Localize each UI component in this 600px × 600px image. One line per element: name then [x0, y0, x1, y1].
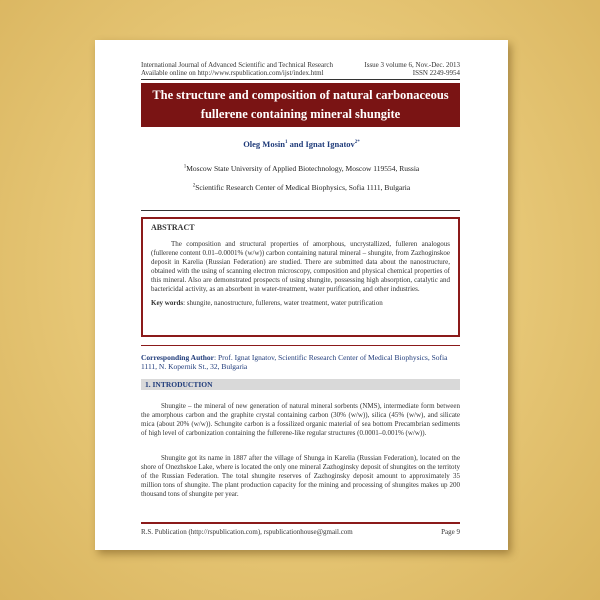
affiliation-2-text: Scientific Research Center of Medical Biophysics, Sofia 1111, Bulgaria — [195, 183, 411, 192]
intro-paragraph-1: Shungite – the mineral of new generation of natural mineral sorbents (NMS), intermediate form between the amorphous carbon and the graphite crystal containing carbon (30% (w/w)), silica (45% (w/w), and silicate mica (about 20% (w/w)). Schungite carbon is a fossilized organic material of sea bottom Precambrian sediments of high level of carbonization containing the fullerene-like regular structures (0.0001–0.001% (w/w)). — [141, 402, 460, 437]
affiliation-1 — [95, 164, 508, 173]
title-line-1: The structure and composition of natural carbonaceous — [152, 88, 449, 102]
affiliation-2 — [95, 183, 508, 192]
authors — [95, 139, 508, 149]
keywords — [151, 299, 450, 308]
journal-name: International Journal of Advanced Scientific and Technical Research — [141, 61, 334, 69]
paper-title-banner — [141, 83, 460, 127]
abstract-text: The composition and structural properties of amorphous, uncrystallized, fulleren analogous (fullerene content 0.01–0.0001% (w/w)) carbon containing natural mineral – shungite, from Zazhoginskoe deposit in Karelia (Russian Federation) are studied. There are submitted data about the nanostructure, obtained with the using of scanning electron microscopy, composition and physical chemical properties of this mineral. Also are demonstrated prospects of using shungite, possessing high absorption, catalytic and bactericidal activity, as an absorbent in water-treatment, water purification, and other industries. — [151, 240, 450, 293]
author-1-sup: 1 — [284, 140, 288, 146]
corresponding-text: : Prof. Ignat Ignatov, Scientific Research Center of Medical Biophysics, Sofia 1111, N. Kopernik St., 32, Bulgaria — [141, 353, 448, 371]
author-2-sup: 2* — [354, 140, 360, 146]
affiliation-1-sup: 1 — [183, 164, 187, 170]
intro-paragraph-2: Shungite got its name in 1887 after the village of Shunga in Karelia (Russian Federation), located on the shore of Onezhskoe Lake, where is located the only one mineral Zazhoginsky deposit of shungites on the territoty of the Russian Federation. The total shungite reserves of Zazhoginsky deposit amount to approximately 35 million tons of shungite. The plant production capacity for the mining and processing of shungites makes up 200 thousand tons of shungite per year. — [141, 454, 460, 498]
journal-url: Available online on http://www.rspublication.com/ijst/index.html — [141, 69, 324, 77]
keywords-text: : shungite, nanostructure, fullerens, water treatment, water putrification — [183, 299, 383, 307]
page-number: Page 9 — [441, 528, 460, 536]
keywords-label: Key words — [151, 299, 184, 307]
affiliation-2-sup: 2 — [192, 183, 196, 189]
journal-header-left — [141, 61, 333, 77]
title-line-2: fullerene containing mineral shungite — [200, 107, 401, 121]
author-2: and Ignat Ignatov — [287, 139, 355, 149]
abstract-box — [141, 217, 460, 337]
author-1: Oleg Mosin — [243, 139, 285, 149]
corresponding-divider — [141, 345, 460, 346]
header-divider — [141, 79, 460, 80]
footer-divider — [141, 522, 460, 524]
abstract-heading: ABSTRACT — [151, 223, 195, 232]
issn: ISSN 2249-9954 — [412, 69, 460, 77]
journal-header-right — [364, 61, 460, 77]
footer-publisher: R.S. Publication (http://rspublication.com), rspublicationhouse@gmail.com — [141, 528, 353, 536]
abstract-divider — [141, 210, 460, 211]
section-heading-introduction: 1. INTRODUCTION — [141, 379, 460, 390]
affiliation-1-text: Moscow State University of Applied Biotechnology, Moscow 119554, Russia — [186, 164, 420, 173]
corresponding-label: Corresponding Author — [141, 353, 215, 362]
corresponding-author — [141, 353, 460, 371]
page-footer — [141, 528, 460, 536]
issue-info: Issue 3 volume 6, Nov.-Dec. 2013 — [364, 61, 460, 69]
document-page — [95, 40, 508, 550]
